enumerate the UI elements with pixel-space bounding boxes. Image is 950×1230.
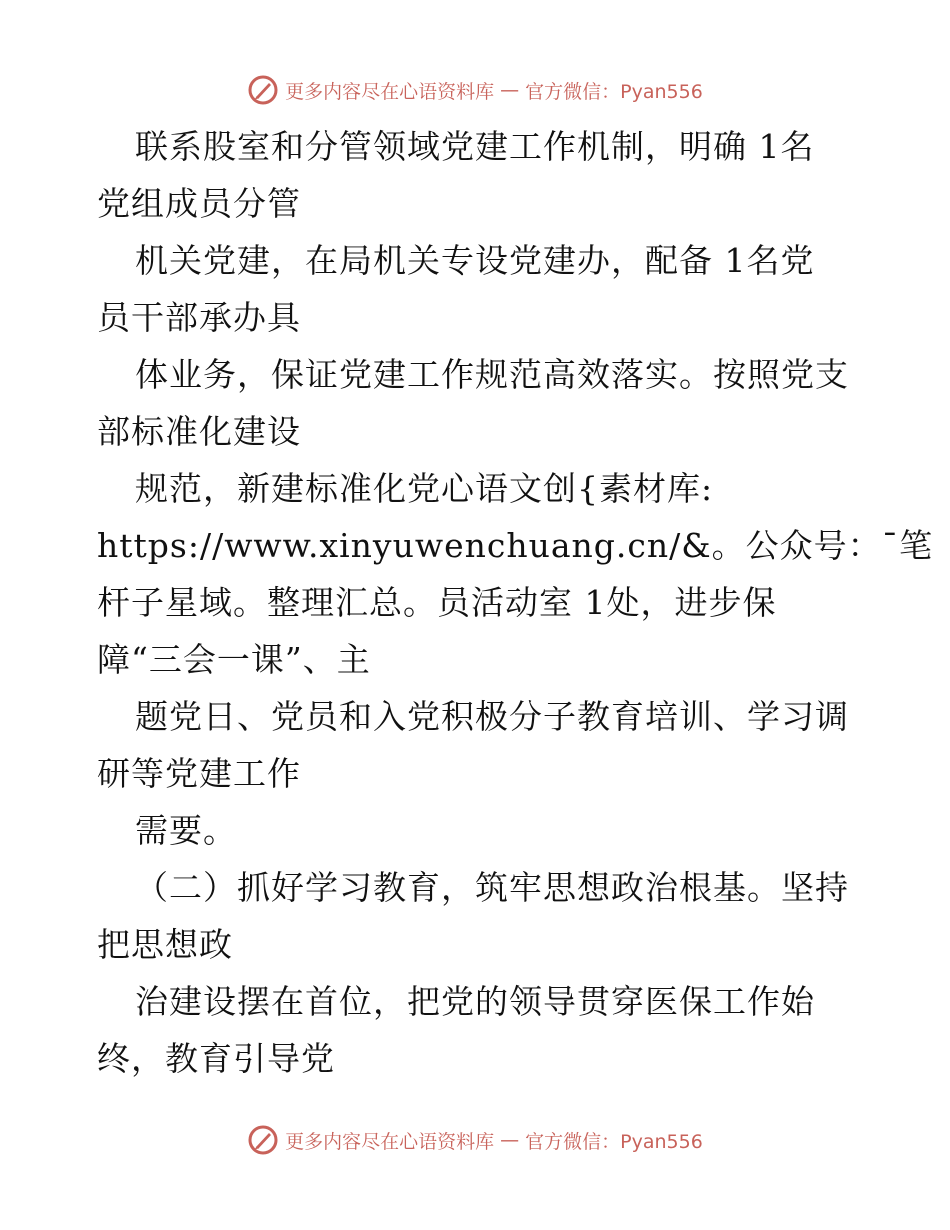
body-line: 终，教育引导党 (97, 1039, 335, 1078)
body-line: 治建设摆在首位，把党的领导贯穿医保工作始 (135, 982, 815, 1021)
header-banner-main: 更多内容尽在心语资料库 (285, 80, 495, 103)
header-banner-separator: — (500, 79, 520, 101)
body-line: 机关党建，在局机关专设党建办，配备 1名党 (135, 241, 815, 280)
body-line: 障“三会一课”、主 (97, 640, 371, 679)
body-line: （二）抓好学习教育，筑牢思想政治根基。坚持 (135, 868, 849, 907)
body-line: 研等党建工作 (97, 754, 301, 793)
footer-banner (0, 1120, 950, 1160)
body-line: 题党日、党员和入党积极分子教育培训、学习调 (135, 697, 849, 736)
footer-banner-content (247, 1124, 703, 1156)
quill-logo-icon (247, 1124, 279, 1156)
header-banner (0, 70, 950, 110)
body-line: 联系股室和分管领域党建工作机制，明确 1名 (135, 127, 815, 166)
body-line: 把思想政 (97, 925, 233, 964)
quill-logo-icon (247, 74, 279, 106)
footer-banner-main: 更多内容尽在心语资料库 (285, 1130, 495, 1153)
body-line: 需要。 (135, 811, 237, 850)
body-line: 员干部承办具 (97, 298, 301, 337)
body-line: https://www.xinyuwenchuang.cn/&。公众号：¯笔 (97, 526, 934, 565)
body-line: 部标准化建设 (97, 412, 301, 451)
footer-banner-separator: — (500, 1129, 520, 1151)
header-banner-sub: 官方微信：Pyan556 (525, 80, 703, 103)
body-line: 规范，新建标准化党心语文创{素材库: (135, 469, 714, 508)
footer-banner-sub: 官方微信：Pyan556 (525, 1130, 703, 1153)
body-line: 体业务，保证党建工作规范高效落实。按照党支 (135, 355, 849, 394)
document-body (97, 118, 934, 1087)
header-banner-content (247, 74, 703, 106)
body-line: 杆子星域。整理汇总。员活动室 1处，进步保 (97, 583, 777, 622)
body-line: 党组成员分管 (97, 184, 301, 223)
